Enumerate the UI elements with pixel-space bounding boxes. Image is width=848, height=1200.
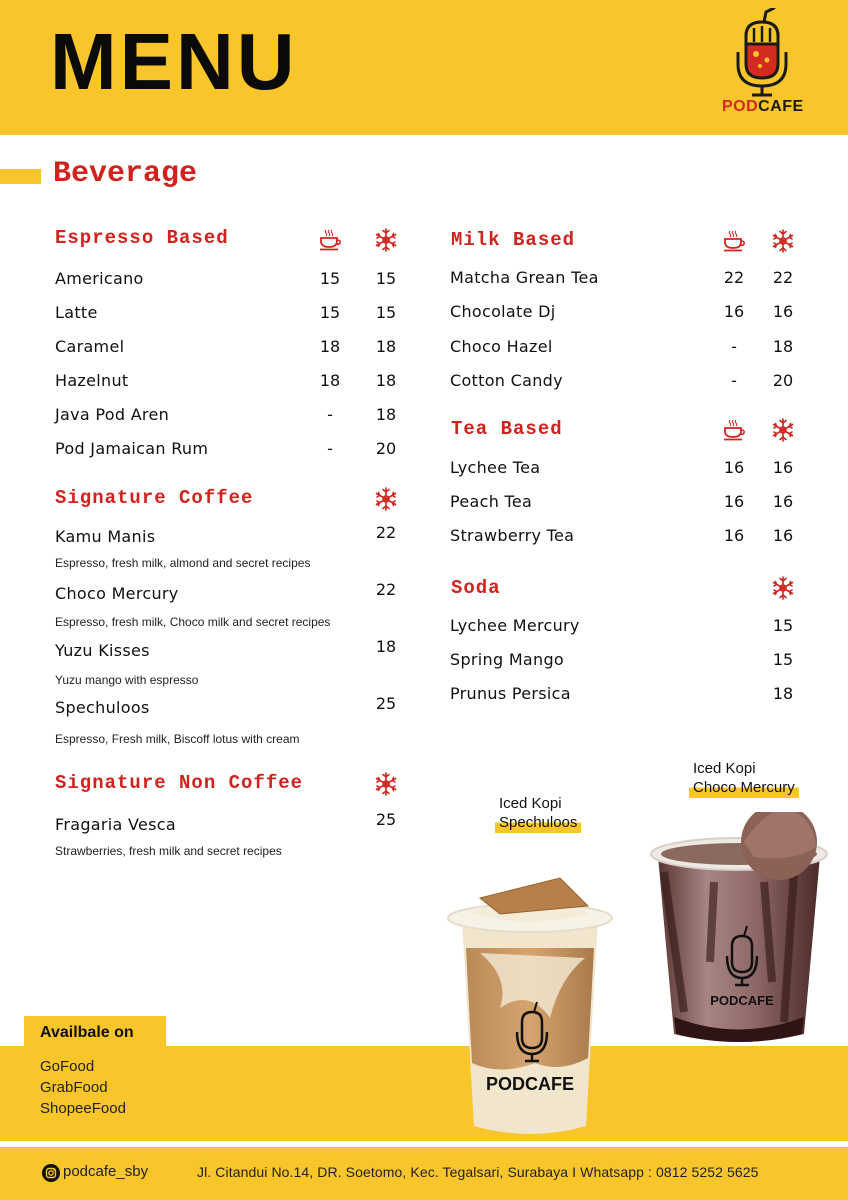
price-hot: - xyxy=(731,371,737,390)
platform-grabfood: GrabFood xyxy=(40,1079,108,1096)
caption-line1: Iced Kopi xyxy=(499,795,562,812)
menu-item-name: Choco Mercury xyxy=(55,584,179,603)
caption-line2: Spechuloos xyxy=(495,814,581,833)
section-title-espresso: Espresso Based xyxy=(55,227,229,249)
menu-item-name: Strawberry Tea xyxy=(450,526,575,545)
hot-cup-icon xyxy=(318,228,342,252)
menu-item-name: Lychee Mercury xyxy=(450,616,580,635)
section-title-milk: Milk Based xyxy=(451,229,576,251)
menu-item-name: Fragaria Vesca xyxy=(55,815,176,834)
snowflake-icon xyxy=(771,576,795,600)
microphone-cup-icon xyxy=(730,8,794,98)
price-hot: 22 xyxy=(723,268,745,287)
menu-item-name: Lychee Tea xyxy=(450,458,541,477)
address-contact: Jl. Citandui No.14, DR. Soetomo, Kec. Tegalsari, Surabaya I Whatsapp : 0812 5252 5625 xyxy=(197,1164,759,1180)
menu-item-description: Espresso, Fresh milk, Biscoff lotus with cream xyxy=(55,732,300,746)
hot-cup-icon xyxy=(722,229,746,253)
price-hot: 18 xyxy=(319,371,341,390)
menu-item-name: Matcha Grean Tea xyxy=(450,268,599,287)
section-title-tea: Tea Based xyxy=(451,418,563,440)
menu-item-name: Chocolate Dj xyxy=(450,302,556,321)
price-cold: 15 xyxy=(375,303,397,322)
price-cold: 15 xyxy=(375,269,397,288)
menu-item-name: Spring Mango xyxy=(450,650,565,669)
price-cold: 18 xyxy=(772,684,794,703)
brand-name-pod: POD xyxy=(722,98,759,115)
menu-item-name: Yuzu Kisses xyxy=(55,641,150,660)
menu-item-description: Espresso, fresh milk, almond and secret recipes xyxy=(55,556,311,570)
price-hot: 18 xyxy=(319,337,341,356)
section-title-signature-non-coffee: Signature Non Coffee xyxy=(55,772,304,794)
price-cold: 20 xyxy=(772,371,794,390)
price-hot: 16 xyxy=(723,492,745,511)
menu-item-name: Pod Jamaican Rum xyxy=(55,439,209,458)
section-title-signature-coffee: Signature Coffee xyxy=(55,487,254,509)
price-hot: 15 xyxy=(319,303,341,322)
menu-item-name: Cotton Candy xyxy=(450,371,563,390)
price-cold: 18 xyxy=(375,371,397,390)
section-title-soda: Soda xyxy=(451,577,501,599)
menu-item-name: Americano xyxy=(55,269,144,288)
price-cold: 15 xyxy=(772,650,794,669)
price-cold: 16 xyxy=(772,302,794,321)
menu-item-name: Kamu Manis xyxy=(55,527,156,546)
platform-gofood: GoFood xyxy=(40,1058,95,1075)
price-cold: 22 xyxy=(375,523,397,542)
menu-item-name: Caramel xyxy=(55,337,125,356)
price-hot: - xyxy=(327,439,333,458)
menu-item-description: Strawberries, fresh milk and secret recipes xyxy=(55,844,282,858)
category-accent-bar xyxy=(0,169,41,184)
price-hot: 16 xyxy=(723,458,745,477)
price-cold: 16 xyxy=(772,526,794,545)
caption-line2: Choco Mercury xyxy=(689,779,799,798)
drink-image-choco-mercury xyxy=(644,812,834,1052)
menu-item-name: Latte xyxy=(55,303,98,322)
price-cold: 20 xyxy=(375,439,397,458)
caption-line1: Iced Kopi xyxy=(693,760,756,777)
price-cold: 16 xyxy=(772,492,794,511)
category-title: Beverage xyxy=(53,157,198,191)
page-title: MENU xyxy=(50,17,298,106)
snowflake-icon xyxy=(374,487,398,511)
menu-item-name: Java Pod Aren xyxy=(55,405,170,424)
cup-label: PODCAFE xyxy=(710,993,774,1008)
brand-logo xyxy=(712,8,812,120)
price-hot: - xyxy=(731,337,737,356)
menu-item-name: Choco Hazel xyxy=(450,337,553,356)
snowflake-icon xyxy=(771,418,795,442)
featured-caption-spechuloos xyxy=(499,794,581,832)
menu-item-name: Hazelnut xyxy=(55,371,129,390)
snowflake-icon xyxy=(771,229,795,253)
price-cold: 22 xyxy=(375,580,397,599)
menu-item-name: Peach Tea xyxy=(450,492,533,511)
price-cold: 16 xyxy=(772,458,794,477)
price-cold: 18 xyxy=(375,637,397,656)
cup-label: PODCAFE xyxy=(485,1074,575,1094)
featured-caption-choco-mercury xyxy=(693,759,799,797)
price-cold: 25 xyxy=(375,810,397,829)
menu-item-name: Spechuloos xyxy=(55,698,150,717)
price-cold: 18 xyxy=(375,405,397,424)
brand-name-cafe: CAFE xyxy=(758,98,804,115)
menu-item-description: Yuzu mango with espresso xyxy=(55,673,199,687)
instagram-icon xyxy=(42,1164,60,1182)
price-hot: 15 xyxy=(319,269,341,288)
drink-image-spechuloos xyxy=(440,858,620,1148)
price-hot: - xyxy=(327,405,333,424)
price-hot: 16 xyxy=(723,526,745,545)
snowflake-icon xyxy=(374,228,398,252)
price-cold: 18 xyxy=(375,337,397,356)
hot-cup-icon xyxy=(722,418,746,442)
price-hot: 16 xyxy=(723,302,745,321)
menu-item-description: Espresso, fresh milk, Choco milk and secret recipes xyxy=(55,615,331,629)
brand-name xyxy=(722,98,804,116)
instagram-handle[interactable]: podcafe_sby xyxy=(63,1163,149,1180)
bottom-band xyxy=(0,1046,848,1141)
menu-item-name: Prunus Persica xyxy=(450,684,571,703)
price-cold: 18 xyxy=(772,337,794,356)
price-cold: 15 xyxy=(772,616,794,635)
availability-title: Availbale on xyxy=(40,1024,134,1041)
platform-shopeefood: ShopeeFood xyxy=(40,1100,126,1117)
price-cold: 22 xyxy=(772,268,794,287)
snowflake-icon xyxy=(374,772,398,796)
price-cold: 25 xyxy=(375,694,397,713)
